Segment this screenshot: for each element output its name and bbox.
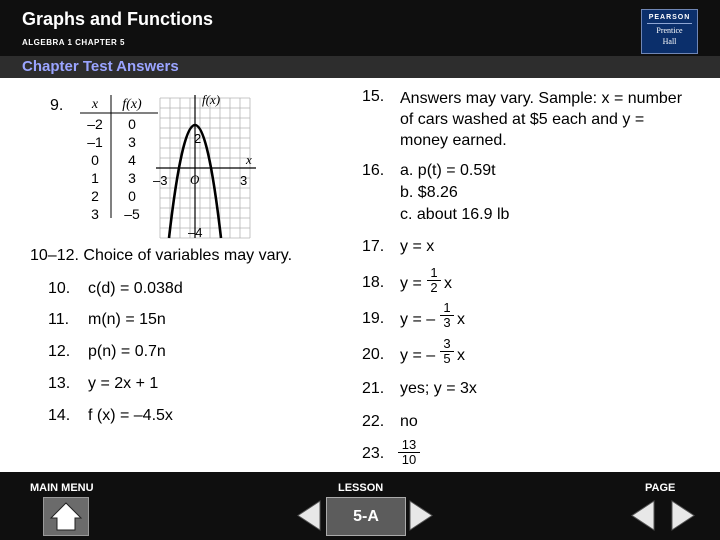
answer-18-lhs: y =	[400, 275, 422, 292]
graph-x-axis-label: x	[246, 152, 252, 167]
answer-21-text: yes; y = 3x	[400, 380, 477, 397]
answer-13-number: 13.	[48, 375, 71, 392]
table-cell-fx-4: 0	[128, 188, 136, 204]
logo-line1: Prentice	[656, 26, 683, 35]
logo-brand: PEARSON	[648, 14, 691, 21]
answer-22-text: no	[400, 413, 418, 430]
lesson-previous-button[interactable]	[294, 497, 324, 534]
answer-23-denominator: 10	[401, 452, 417, 467]
answer-13-text: y = 2x + 1	[88, 375, 159, 392]
triangle-right-icon	[668, 497, 698, 534]
graph-tick-x-neg3: –3	[153, 173, 168, 188]
answer-15-text: Answers may vary. Sample: x = number of cars washed at $5 each and y = money earned.	[400, 90, 683, 149]
answer-11-number: 11.	[48, 311, 70, 328]
table-cell-x-2: 0	[91, 152, 99, 168]
answer-19-number: 19.	[362, 310, 385, 327]
main-menu-label: MAIN MENU	[30, 482, 94, 494]
answer-22-number: 22.	[362, 413, 385, 430]
graph-tick-x-3: 3	[240, 173, 248, 188]
answer-18-fraction	[427, 266, 441, 295]
problem-9-number: 9.	[50, 97, 64, 114]
triangle-left-icon	[294, 497, 324, 534]
answer-21-number: 21.	[362, 380, 385, 397]
problem-9-table	[74, 92, 160, 220]
table-cell-x-4: 2	[91, 188, 99, 204]
graph-function-label: f(x)	[202, 92, 221, 107]
triangle-right-icon	[406, 497, 436, 534]
answer-12-number: 12.	[48, 343, 71, 360]
answer-18-number: 18.	[362, 274, 385, 291]
answer-23-fraction	[398, 438, 420, 467]
answer-20-lhs: y = –	[400, 347, 436, 364]
page-previous-button[interactable]	[628, 497, 658, 534]
answer-19-fraction	[440, 301, 454, 330]
table-cell-x-0: –2	[87, 116, 103, 132]
logo-divider	[647, 23, 692, 24]
page-next-button[interactable]	[668, 497, 698, 534]
page-title: Graphs and Functions	[22, 9, 214, 29]
heading-10-12: 10–12. Choice of variables may vary.	[30, 247, 293, 264]
answer-19-numerator: 1	[440, 301, 454, 316]
table-cell-fx-5: –5	[124, 206, 140, 220]
answer-18-denominator: 2	[430, 280, 438, 295]
lesson-next-button[interactable]	[406, 497, 436, 534]
page-subtitle: ALGEBRA 1 CHAPTER 5	[22, 38, 125, 47]
answer-10-number: 10.	[48, 280, 71, 297]
answer-20-numerator: 3	[440, 337, 454, 352]
table-header-x: x	[91, 97, 99, 112]
answer-14-text: f (x) = –4.5x	[88, 407, 173, 424]
table-cell-x-1: –1	[87, 134, 103, 150]
answer-17-number: 17.	[362, 238, 385, 255]
graph-tick-y-2: 2	[194, 131, 202, 146]
answer-20-denominator: 5	[443, 351, 451, 366]
table-header-fx: f(x)	[122, 97, 142, 112]
triangle-left-icon	[628, 497, 658, 534]
answer-16-c: c. about 16.9 lb	[400, 206, 510, 223]
table-cell-x-3: 1	[91, 170, 99, 186]
answer-23-number: 23.	[362, 445, 385, 462]
answer-18-numerator: 1	[427, 266, 441, 281]
answer-18-var: x	[444, 275, 452, 292]
answer-20-fraction	[440, 337, 454, 366]
pearson-logo	[641, 9, 698, 54]
table-cell-fx-3: 3	[128, 170, 136, 186]
home-icon	[44, 498, 88, 535]
lesson-label: LESSON	[338, 482, 384, 494]
answer-11-text: m(n) = 15n	[88, 311, 166, 328]
table-cell-fx-0: 0	[128, 116, 136, 132]
answer-19-lhs: y = –	[400, 311, 436, 328]
answer-19-var: x	[457, 311, 465, 328]
answer-19-denominator: 3	[443, 315, 451, 330]
answer-16-b: b. $8.26	[400, 184, 458, 201]
answer-16-a: a. p(t) = 0.59t	[400, 162, 496, 179]
answer-23-numerator: 13	[398, 438, 420, 453]
table-cell-fx-1: 3	[128, 134, 136, 150]
answer-20-var: x	[457, 347, 465, 364]
answer-20-number: 20.	[362, 346, 385, 363]
graph-tick-y-neg4: –4	[188, 225, 203, 240]
content-area	[0, 78, 720, 472]
page-label: PAGE	[645, 482, 676, 494]
section-title: Chapter Test Answers	[22, 58, 179, 75]
graph-origin-label: O	[190, 172, 200, 187]
header-bar	[0, 0, 720, 56]
answer-15-number: 15.	[362, 88, 385, 105]
table-cell-x-5: 3	[91, 206, 99, 220]
answer-14-number: 14.	[48, 407, 71, 424]
answer-16-number: 16.	[362, 162, 385, 179]
lesson-5a-button[interactable]: 5-A	[326, 497, 406, 536]
problem-9-graph	[150, 92, 262, 240]
answer-17-text: y = x	[400, 238, 435, 255]
table-cell-fx-2: 4	[128, 152, 136, 168]
main-menu-home-button[interactable]	[43, 497, 89, 536]
answer-10-text: c(d) = 0.038d	[88, 280, 183, 297]
answer-12-text: p(n) = 0.7n	[88, 343, 166, 360]
logo-line2: Hall	[662, 37, 677, 46]
section-bar	[0, 56, 720, 78]
